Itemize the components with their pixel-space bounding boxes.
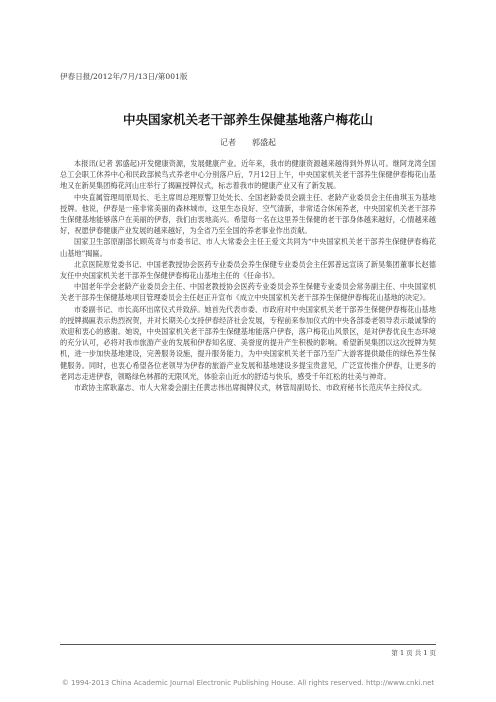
byline <box>0 137 496 148</box>
paragraph: 市委副书记、市长高环出席仪式并致辞。她首先代表市委、市政府对中央国家机关老干部养生保健伊春梅花山基地的授牌揭匾表示热烈祝贺，并对长期关心支持伊春经济社会发展，专程前来参加仪式的中央各部委老领导表示最诚挚的欢迎和衷心的感谢。她说，中央国家机关老干部养生保健基地能落户伊春，落户梅花山风景区，是对伊春优良生态环境的充分认可，必将对我市旅游产业的发展和伊春知名度、美誉度的提升产生积极的影响。希望新昊集团以这次授牌为契机，进一步加快基地建设，完善服务设施，提升服务能力，为中央国家机关老干部乃至广大游客提供最佳的绿色养生保健服务。同时，也衷心希望各位老领导为伊春的旅游产业发展和基地建设多提宝贵意见，广泛宣传推介伊春，让更多的老同志走进伊春，领略绿色林都的无限风光，体验亲山近水的舒适与快乐，感受千年红松的壮美与神奇。 <box>60 304 436 381</box>
page-indicator: 第 1 页 共 1 页 <box>391 649 436 657</box>
article-body <box>60 158 436 393</box>
paragraph: 本报讯(记者 郭盛起)开发健康资源，发展健康产业。近年来，我市的健康资源越来越得到外界认可。继阿龙湾全国总工会职工休养中心和民政部候鸟式养老中心分别落户后，7月12日上午，中央国家机关老干部养生保健伊春梅花山基地又在新昊集团梅花河山庄举行了揭匾授牌仪式，标志着我市的健康产业又有了新发展。 <box>60 159 436 191</box>
byline-label: 记者 <box>220 138 236 147</box>
paragraph: 中国老年学会老龄产业委员会主任、中国老教授协会医药专业委员会养生保健专业委员会常务副主任、中央国家机关老干部养生保健基地项目管理委员会主任赵正升宣布《成立中央国家机关老干部养生保健伊春梅花山基地的决定》。 <box>60 282 436 303</box>
copyright-footer: © 1994-2013 China Academic Journal Electronic Publishing House. All rights reserved. http://www.cnki.net <box>61 679 435 687</box>
paragraph: 北京医院原党委书记、中国老教授协会医药专业委员会养生保健专业委员会主任郭普远宣读了新昊集团董事长赵德友任中央国家机关老干部养生保健伊春梅花山基地主任的《任命书》。 <box>60 259 436 281</box>
footer-divider <box>60 644 436 645</box>
byline-author: 郭盛起 <box>252 138 276 147</box>
source-line: 伊春日报/2012年/7月/13日/第001版 <box>60 72 188 81</box>
paragraph: 市政协主席耿嘉志、市人大常委会副主任黄志伟出席揭牌仪式，林管局副局长、市政府秘书长范庆华主持仪式。 <box>74 383 427 393</box>
paragraph: 中央直属管理局原局长、毛主席周总理原警卫处处长、全国老龄委员会副主任、老龄产业委员会主任曲琪玉为基地授牌。他说，伊春是一座非常美丽的森林城市，这里生态良好、空气清新，非常适合休闲养老，中央国家机关老干部养生保健基地能够落户在美丽的伊春，我们由衷地高兴。希望每一名在这里养生保健的老干部身体越来越好，心情越来越好，祝愿伊春健康产业发展的越来越好，为全省乃至全国的养老事业作出贡献。 <box>60 192 436 236</box>
article-title: 中央国家机关老干部养生保健基地落户梅花山 <box>122 112 373 127</box>
paragraph: 国家卫生部原副部长顾英奇与市委书记、市人大常委会主任王爱文共同为“中央国家机关老干部养生保健伊春梅花山基地”揭匾。 <box>60 237 436 258</box>
